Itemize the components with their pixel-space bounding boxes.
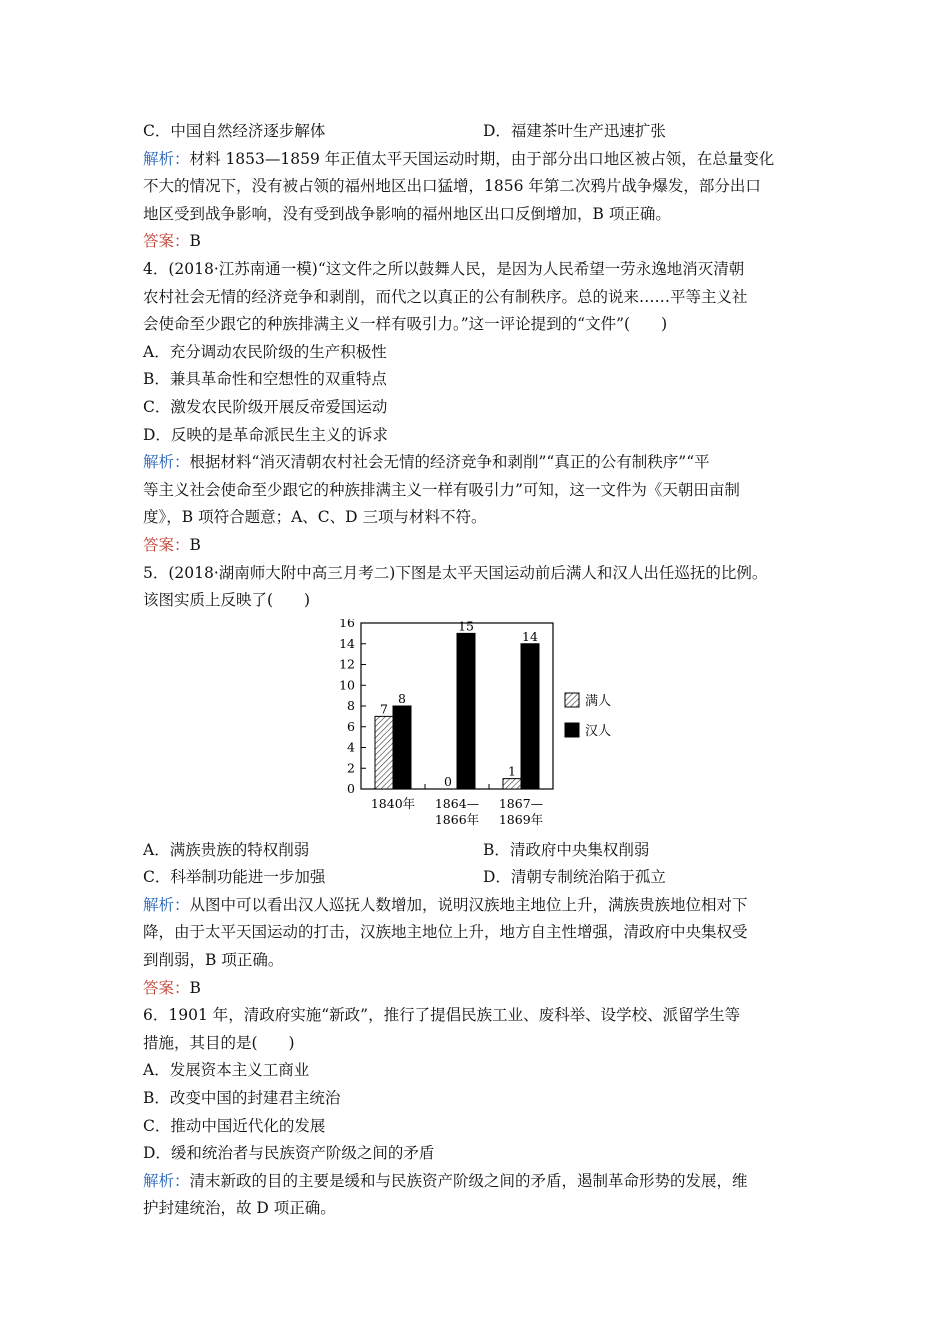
q5-answer: 答案：B — [143, 978, 201, 997]
q3-options-cd — [143, 118, 823, 146]
y-tick-label: 10 — [339, 676, 355, 692]
x-tick-label: 1840年 — [370, 795, 416, 811]
q3-answer: 答案：B — [143, 232, 201, 251]
y-tick-label: 2 — [347, 759, 355, 775]
q5-analysis-line-2: 降，由于太平天国运动的打击，汉族地主地位上升，地方自主性增强，清政府中央集权受 — [143, 923, 748, 942]
legend-swatch — [565, 693, 579, 707]
bar-man — [375, 716, 393, 789]
analysis-label: 解析： — [143, 895, 190, 914]
q4-option-c: C．激发农民阶级开展反帝爱国运动 — [143, 397, 388, 416]
y-tick-label: 0 — [347, 780, 355, 796]
answer-label: 答案： — [143, 535, 190, 554]
data-label: 15 — [458, 618, 474, 634]
q5-stem-line-2: 该图实质上反映了( ) — [143, 591, 311, 610]
q3-analysis-line-3: 地区受到战争影响，没有受到战争影响的福州地区出口反倒增加，B 项正确。 — [143, 204, 671, 223]
q5-option-b: B．清政府中央集权削弱 — [483, 840, 650, 859]
x-tick-label: 1866年 — [434, 811, 480, 827]
q3-option-c: C．中国自然经济逐步解体 — [143, 122, 326, 140]
q5-options-cd — [143, 864, 823, 892]
q6-analysis-line-1: 解析：清末新政的目的主要是缓和与民族资产阶级之间的矛盾，遏制革命形势的发展，维 — [143, 1171, 748, 1190]
q4-option-a: A．充分调动农民阶级的生产积极性 — [143, 342, 387, 361]
q6-option-d: D．缓和统治者与民族资产阶级之间的矛盾 — [143, 1144, 435, 1163]
y-tick-label: 14 — [339, 635, 355, 651]
q6-option-a: A．发展资本主义工商业 — [143, 1061, 310, 1080]
q4-analysis-line-3: 度》，B 项符合题意；A、C、D 三项与材料不符。 — [143, 508, 487, 527]
answer-label: 答案： — [143, 978, 190, 997]
analysis-label: 解析： — [143, 149, 190, 168]
answer-label: 答案： — [143, 232, 190, 251]
q4-stem-line-2: 农村社会无情的经济竞争和剥削，而代之以真正的公有制秩序。总的说来……平等主义社 — [143, 287, 748, 306]
data-label: 7 — [380, 701, 388, 717]
legend-swatch — [565, 723, 579, 737]
q6-option-c: C．推动中国近代化的发展 — [143, 1116, 326, 1135]
q4-analysis-line-2: 等主义社会使命至少跟它的种族排满主义一样有吸引力”可知，这一文件为《天朝田亩制 — [143, 480, 740, 499]
q5-options-ab — [143, 837, 823, 865]
q3-option-d: D．福建茶叶生产迅速扩张 — [483, 122, 666, 140]
y-tick-label: 12 — [339, 656, 355, 672]
q6-option-b: B．改变中国的封建君主统治 — [143, 1089, 341, 1108]
q3-analysis-line-2: 不大的情况下，没有被占领的福州地区出口猛增，1856 年第二次鸦片战争爆发，部分出口 — [143, 177, 761, 196]
q4-answer: 答案：B — [143, 535, 201, 554]
q5-stem-line-1: 5．(2018·湖南师大附中高三月考二)下图是太平天国运动前后满人和汉人出任巡抚的比例。 — [143, 563, 768, 582]
q5-analysis-line-1: 解析：从图中可以看出汉人巡抚人数增加，说明汉族地主地位上升，满族贵族地位相对下 — [143, 895, 748, 914]
y-tick-label: 8 — [347, 697, 355, 713]
q6-stem-line-1: 6．1901 年，清政府实施“新政”，推行了提倡民族工业、废科举、设学校、派留学生等 — [143, 1006, 741, 1025]
q5-option-a: A．满族贵族的特权削弱 — [143, 840, 310, 859]
data-label: 0 — [444, 773, 452, 789]
q5-analysis-line-3: 到削弱，B 项正确。 — [143, 951, 284, 970]
analysis-label: 解析： — [143, 453, 190, 472]
x-tick-label: 1864— — [434, 795, 480, 811]
data-label: 8 — [398, 690, 406, 706]
bar-han — [521, 643, 539, 788]
q3-analysis-line-1: 解析：材料 1853—1859 年正值太平天国运动时期，由于部分出口地区被占领，在总量变化 — [143, 149, 775, 168]
bar-han — [457, 633, 475, 789]
q4-analysis-line-1: 解析：根据材料“消灭清朝农村社会无情的经济竞争和剥削”“真正的公有制秩序”“平 — [143, 453, 710, 472]
legend-label: 汉人 — [585, 723, 612, 739]
q6-stem-line-2: 措施，其目的是( ) — [143, 1033, 295, 1052]
y-tick-label: 16 — [339, 618, 355, 630]
bar-chart — [143, 619, 823, 831]
document-page — [143, 118, 823, 1223]
q6-analysis-line-2: 护封建统治，故 D 项正确。 — [143, 1199, 336, 1218]
data-label: 14 — [522, 628, 538, 644]
q4-stem-line-3: 会使命至少跟它的种族排满主义一样有吸引力。”这一评论提到的“文件”( ) — [143, 315, 668, 334]
y-tick-label: 6 — [347, 718, 355, 734]
q4-option-b: B．兼具革命性和空想性的双重特点 — [143, 370, 387, 389]
analysis-label: 解析： — [143, 1171, 190, 1190]
q4-stem-line-1: 4．(2018·江苏南通一模)“这文件之所以鼓舞人民，是因为人民希望一劳永逸地消灭清朝 — [143, 259, 745, 278]
y-tick-label: 4 — [347, 739, 355, 755]
q5-chart — [143, 619, 823, 831]
data-label: 1 — [508, 763, 516, 779]
q4-option-d: D．反映的是革命派民生主义的诉求 — [143, 425, 388, 444]
legend-label: 满人 — [585, 693, 612, 709]
x-tick-label: 1867— — [498, 795, 544, 811]
q5-option-c: C．科举制功能进一步加强 — [143, 868, 326, 887]
x-tick-label: 1869年 — [498, 811, 544, 827]
bar-man — [503, 778, 521, 788]
bar-han — [393, 706, 411, 789]
q5-option-d: D．清朝专制统治陷于孤立 — [483, 868, 666, 887]
